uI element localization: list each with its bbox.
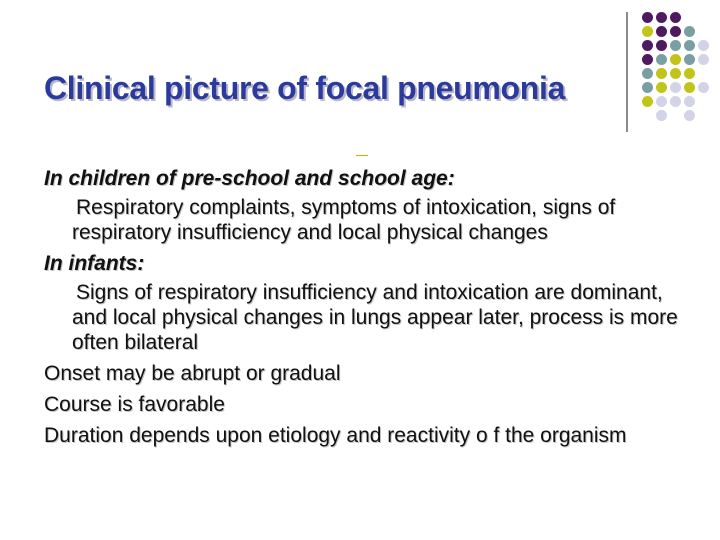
decor-dot — [656, 40, 667, 51]
decor-dot — [684, 82, 695, 93]
slide-title: Clinical picture of focal pneumonia — [44, 70, 566, 106]
decor-dot — [642, 54, 653, 65]
decor-dot — [684, 40, 695, 51]
decor-dot — [642, 40, 653, 51]
decor-dot — [656, 68, 667, 79]
decor-dot — [642, 82, 653, 93]
decor-dot — [656, 54, 667, 65]
decor-dot — [670, 40, 681, 51]
course-item: Course is favorable — [44, 393, 225, 416]
section-heading-children: In children of pre-school and school age: — [44, 167, 455, 190]
accent-mark — [356, 155, 368, 156]
decor-dot — [656, 96, 667, 107]
decor-dot — [698, 40, 709, 51]
decor-dot — [684, 96, 695, 107]
infants-description: Signs of respiratory insufficiency and intoxication are dominant, and local physical changes in lungs appear later, process is more often bilateral — [72, 281, 678, 354]
decor-dot — [642, 68, 653, 79]
onset-item: Onset may be abrupt or gradual — [44, 362, 341, 385]
decor-dot — [698, 82, 709, 93]
section-heading-infants: In infants: — [44, 252, 145, 275]
decor-dot — [684, 68, 695, 79]
children-description: Respiratory complaints, symptoms of intoxication, signs of respiratory insufficiency and local physical changes — [72, 196, 616, 244]
decor-dot — [656, 82, 667, 93]
divider-line — [626, 12, 628, 132]
decor-dot — [698, 54, 709, 65]
decor-dot — [642, 26, 653, 37]
decor-dot — [684, 54, 695, 65]
decor-dot — [670, 12, 681, 23]
decor-dot — [670, 82, 681, 93]
decor-dot — [684, 26, 695, 37]
decor-dot — [656, 26, 667, 37]
decor-dot — [670, 68, 681, 79]
decor-dot — [670, 54, 681, 65]
decor-dot — [642, 12, 653, 23]
decor-dot — [642, 96, 653, 107]
decor-dot — [656, 110, 667, 121]
decor-dot — [656, 12, 667, 23]
decor-dot — [684, 110, 695, 121]
slide-body — [44, 166, 694, 454]
duration-item: Duration depends upon etiology and reactivity o f the organism — [44, 424, 627, 447]
decor-dot — [670, 96, 681, 107]
decor-dot — [670, 26, 681, 37]
